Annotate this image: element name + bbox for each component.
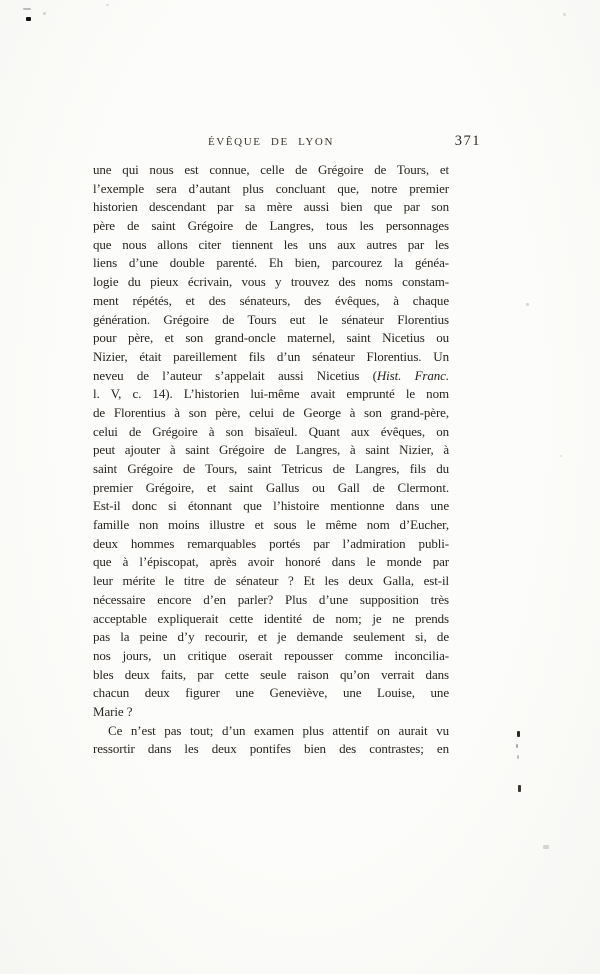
text-line: l. V, c. 14). L’historien lui-même avait emprunté le nom	[93, 386, 449, 402]
scan-smudge	[106, 4, 109, 6]
scan-smudge	[43, 12, 46, 15]
scan-smudge	[526, 303, 529, 306]
running-header-title: ÉVÊQUE DE LYON	[207, 136, 334, 148]
text-line: l’exemple sera d’autant plus concluant que, notre premier	[93, 180, 449, 196]
ink-speck	[518, 785, 521, 792]
text-line: de Florentius à son père, celui de George à son grand-père,	[93, 404, 449, 420]
text-line: historien descendant par sa mère aussi bien que par son	[93, 199, 449, 215]
text-line: deux hommes remarquables portés par l’admiration publi-	[93, 535, 449, 551]
text-line: Nizier, était pareillement fils d’un sénateur Florentius. Un	[93, 348, 449, 364]
text-line: pas la peine d’y recourir, et je demande seulement si, de	[93, 629, 449, 645]
text-line: père de saint Grégoire de Langres, tous les personnages	[93, 218, 449, 234]
ink-speck	[517, 755, 519, 759]
text-line: bles deux faits, par cette seule raison qu’on verrait dans	[93, 666, 449, 682]
text-line: ment répétés, et des sénateurs, des évêques, à chaque	[93, 292, 449, 308]
text-line: ressortir dans les deux pontifes bien des contrastes; en	[93, 741, 449, 757]
text-line: saint Grégoire de Tours, saint Tetricus de Langres, fils du	[93, 461, 449, 476]
running-header	[93, 136, 449, 148]
text-line: Ce n’est pas tout; d’un examen plus attentif on aurait vu	[108, 722, 449, 738]
text-line: que nous allons citer tiennent les uns aux autres par les	[93, 236, 449, 252]
text-line: premier Grégoire, et saint Gallus ou Gall de Clermont.	[93, 479, 449, 495]
text-line: pour père, et son grand-oncle maternel, saint Nicetius ou	[93, 330, 449, 346]
text-line: nos jours, un critique oserait repousser comme inconcilia-	[93, 647, 449, 663]
text-line: chacun deux figurer une Geneviève, une Louise, une	[93, 685, 449, 701]
text-line: celui de Grégoire à son bisaïeul. Quant aux évêques, on	[93, 423, 449, 439]
scan-smudge	[23, 8, 31, 10]
text-line: Marie ?	[93, 703, 133, 719]
text-line: leur mérite le titre de sénateur ? Et les deux Galla, est-il	[93, 573, 449, 589]
scan-smudge	[563, 13, 566, 16]
text-line: une qui nous est connue, celle de Grégoire de Tours, et	[93, 162, 449, 177]
text-line: Est-il donc si étonnant que l’histoire mentionne dans une	[93, 498, 449, 514]
text-line: logie du pieux écrivain, vous y trouvez des noms constam-	[93, 274, 449, 290]
ink-speck	[516, 744, 518, 748]
ink-speck	[517, 731, 520, 737]
text-line: nécessaire encore d’en parler? Plus d’une supposition très	[93, 591, 449, 607]
text-block	[93, 161, 449, 759]
text-line: famille non moins illustre et sous le même nom d’Eucher,	[93, 517, 449, 533]
text-line: peut ajouter à saint Grégoire de Langres, à saint Nizier, à	[93, 442, 449, 458]
text-line: acceptable expliquerait cette identité de nom; je ne prends	[93, 610, 449, 626]
text-line: génération. Grégoire de Tours eut le sénateur Florentius	[93, 311, 449, 327]
text-line: liens d’une double parenté. Eh bien, parcourez la généa-	[93, 255, 449, 271]
text-line: que à l’épiscopat, après avoir honoré dans le monde par	[93, 554, 449, 570]
text-line: neveu de l’auteur s’appelait aussi Nicetius (Hist. Franc.	[93, 367, 449, 383]
ink-speck	[26, 17, 31, 21]
scan-smudge	[543, 845, 549, 849]
page-number: 371	[454, 133, 481, 149]
scan-smudge	[560, 455, 562, 457]
